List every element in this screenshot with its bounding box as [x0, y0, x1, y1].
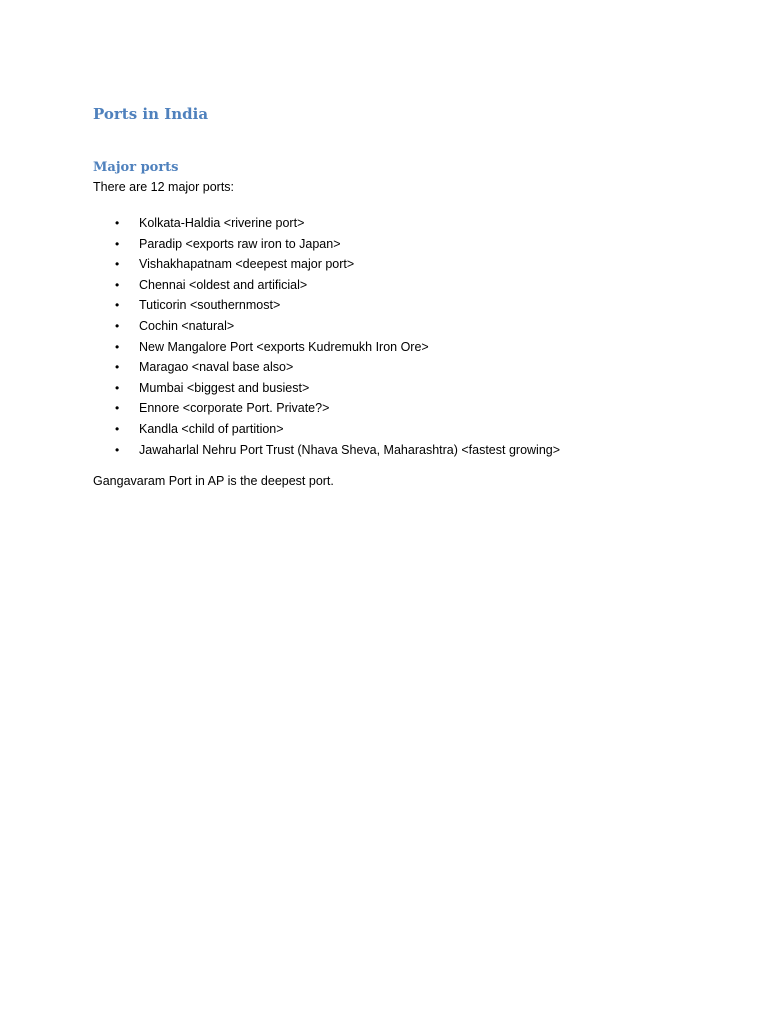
- list-item-text: Chennai <oldest and artificial>: [139, 277, 308, 292]
- list-item-text: Mumbai <biggest and busiest>: [139, 380, 310, 395]
- list-item: [93, 378, 560, 399]
- bullet-icon: •: [115, 442, 120, 457]
- section-heading: Major ports: [93, 160, 179, 175]
- list-item: [93, 337, 560, 358]
- list-item: [93, 254, 560, 275]
- bullet-icon: •: [115, 421, 120, 436]
- list-item: [93, 357, 560, 378]
- list-item: [93, 440, 560, 461]
- list-item-text: Jawaharlal Nehru Port Trust (Nhava Sheva, Maharashtra) <fastest growing>: [139, 442, 561, 457]
- bullet-icon: •: [115, 360, 120, 375]
- list-item-text: New Mangalore Port <exports Kudremukh Iron Ore>: [139, 339, 429, 354]
- bullet-icon: •: [115, 298, 120, 313]
- bullet-icon: •: [115, 339, 120, 354]
- bullet-icon: •: [115, 216, 120, 230]
- closing-paragraph: Gangavaram Port in AP is the deepest port.: [93, 474, 334, 488]
- list-item: [93, 234, 560, 255]
- ports-list: [93, 213, 560, 460]
- list-item-text: Kandla <child of partition>: [139, 421, 284, 436]
- list-item-text: Kolkata-Haldia <riverine port>: [139, 216, 305, 230]
- list-item: [93, 213, 560, 234]
- list-item: [93, 275, 560, 296]
- list-item: [93, 398, 560, 419]
- list-item: [93, 295, 560, 316]
- page-title: Ports in India: [93, 105, 209, 123]
- list-item: [93, 419, 560, 440]
- list-item-text: Maragao <naval base also>: [139, 360, 294, 375]
- list-item-text: Cochin <natural>: [139, 318, 235, 333]
- bullet-icon: •: [115, 236, 120, 251]
- bullet-icon: •: [115, 257, 120, 272]
- list-item-text: Tuticorin <southernmost>: [139, 298, 281, 313]
- list-item-text: Ennore <corporate Port. Private?>: [139, 401, 330, 416]
- bullet-icon: •: [115, 318, 120, 333]
- bullet-icon: •: [115, 380, 120, 395]
- list-item: [93, 316, 560, 337]
- bullet-icon: •: [115, 277, 120, 292]
- list-item-text: Paradip <exports raw iron to Japan>: [139, 236, 341, 251]
- intro-paragraph: There are 12 major ports:: [93, 180, 235, 194]
- bullet-icon: •: [115, 401, 120, 416]
- list-item-text: Vishakhapatnam <deepest major port>: [139, 257, 355, 272]
